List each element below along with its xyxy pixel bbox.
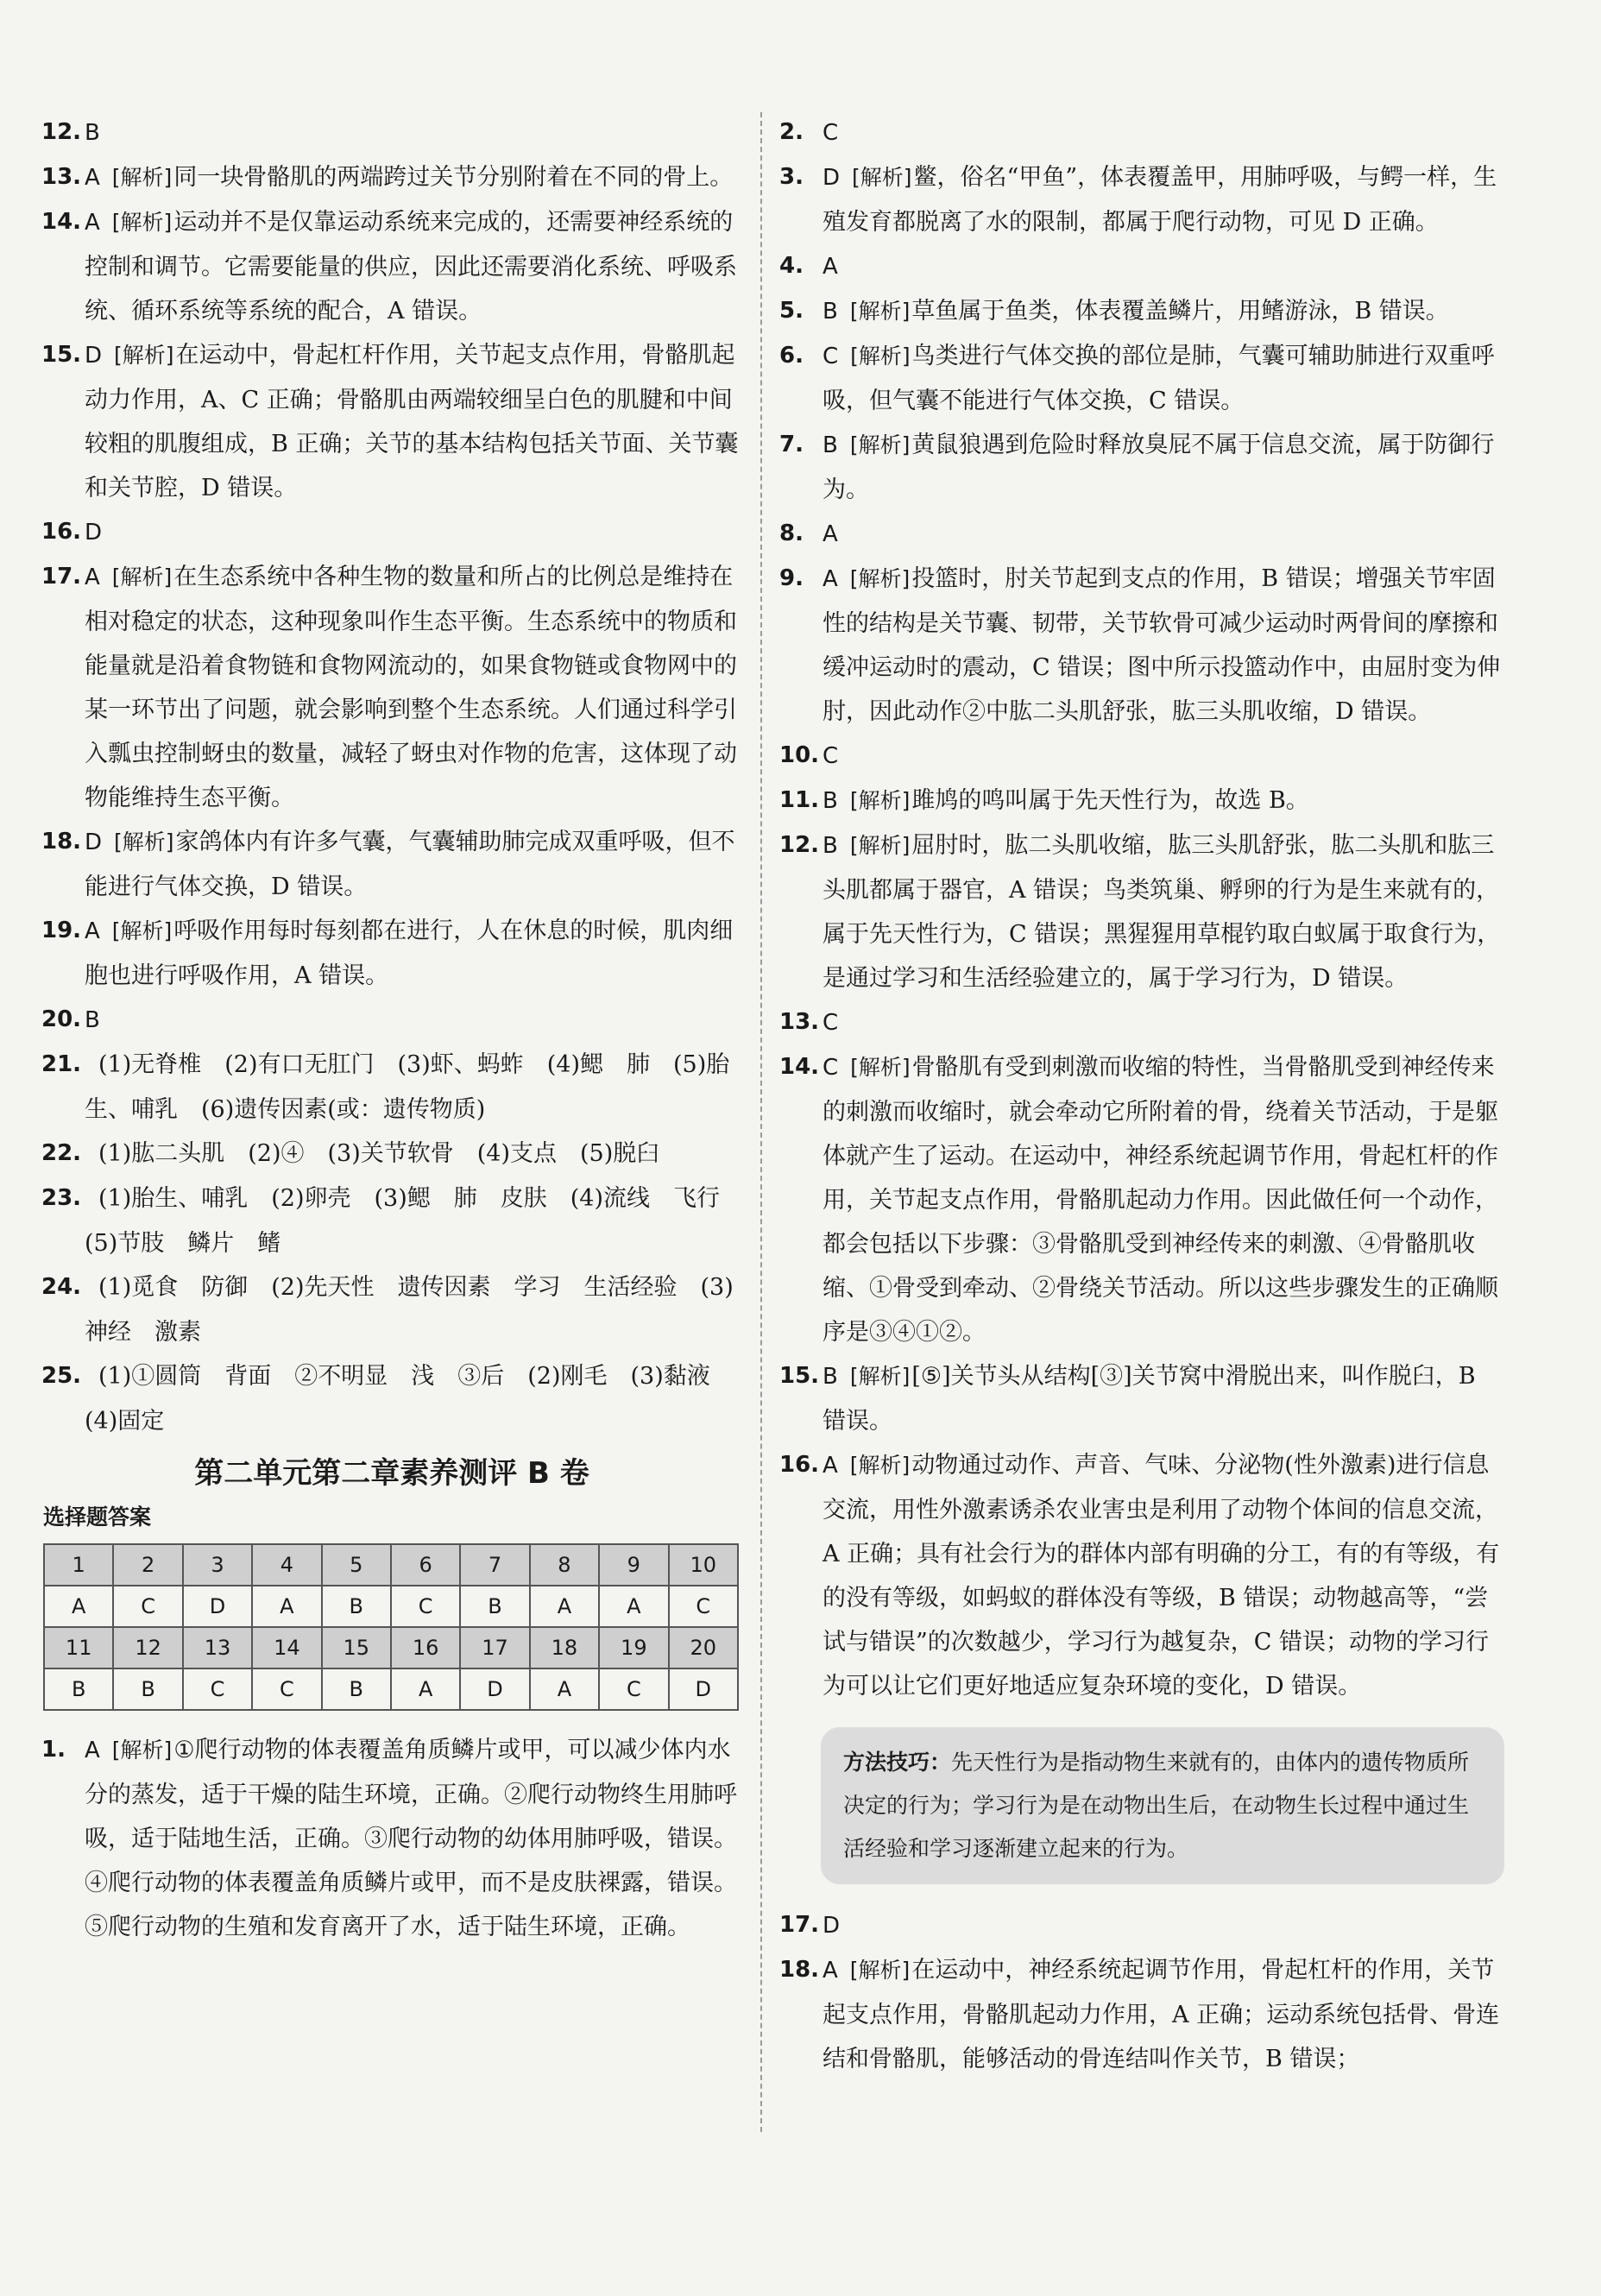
question-number: 17.: [41, 564, 82, 590]
analysis-tag: [解析]: [852, 165, 912, 190]
answer-letter: B: [85, 1007, 100, 1033]
answer-table-cell: 13: [183, 1627, 252, 1668]
explanation-text: (1)①圆筒 背面 ②不明显 浅 ③后 (2)刚毛 (3)黏液 (4)固定: [85, 1363, 734, 1435]
answer-letter: B: [823, 788, 838, 814]
answer-letter: D: [85, 520, 103, 546]
answer-table-number-row: [44, 1627, 738, 1668]
answer-item: [779, 1354, 1504, 1443]
answer-item: [779, 1903, 1504, 1948]
question-number: 9.: [779, 565, 804, 591]
answer-table-cell: B: [44, 1668, 113, 1710]
answer-table-cell: B: [322, 1668, 391, 1710]
answer-table-cell: B: [322, 1586, 391, 1627]
question-number: 22.: [41, 1140, 82, 1166]
question-number: 24.: [41, 1274, 82, 1300]
answer-letter: A: [823, 1453, 838, 1479]
answer-item: [779, 734, 1504, 779]
answer-item: [41, 1176, 742, 1265]
answer-table-cell: 8: [530, 1544, 599, 1586]
analysis-tag: [解析]: [850, 1055, 911, 1080]
question-number: 16.: [779, 1452, 820, 1478]
explanation-text: 草鱼属于鱼类，体表覆盖鳞片，用鳍游泳，B 错误。: [911, 298, 1449, 325]
question-number: 25.: [41, 1363, 82, 1389]
answer-table-cell: 17: [460, 1627, 529, 1668]
answer-letter: B: [85, 120, 100, 146]
question-number: 2.: [779, 119, 804, 145]
question-number: 1.: [41, 1737, 66, 1763]
answer-table-cell: 10: [669, 1544, 738, 1586]
answer-letter: A: [85, 165, 100, 191]
answer-item: [779, 289, 1504, 334]
question-number: 8.: [779, 520, 804, 546]
answer-item: [779, 1000, 1504, 1045]
answer-letter: D: [85, 829, 103, 855]
analysis-tag: [解析]: [849, 566, 911, 591]
explanation-text: (1)无脊椎 (2)有口无肛门 (3)虾、蚂蚱 (4)鳃 肺 (5)胎生、哺乳 (6)遗传因素(或：遗传物质): [85, 1051, 730, 1123]
answer-table-number-row: [44, 1544, 738, 1586]
explanation-text: (1)觅食 防御 (2)先天性 遗传因素 学习 生活经验 (3)神经 激素: [85, 1274, 734, 1346]
answer-table-answer-row: [44, 1586, 738, 1627]
analysis-tag: [解析]: [111, 565, 173, 590]
answer-letter: A: [85, 565, 100, 590]
question-number: 4.: [779, 253, 804, 279]
answer-table-cell: B: [113, 1668, 182, 1710]
question-number: 11.: [779, 787, 820, 813]
answer-table-cell: C: [252, 1668, 321, 1710]
answer-table-cell: 12: [113, 1627, 182, 1668]
question-number: 19.: [41, 918, 82, 943]
answer-item: [41, 1354, 742, 1443]
explanation-text: 屈肘时，肱二头肌收缩，肱三头肌舒张，肱二头肌和肱三头肌都属于器官，A 错误；鸟类筑巢、孵卵的行为是生来就有的，属于先天性行为，C 错误；黑猩猩用草棍钓取白蚁属于取食行为，是通过学习和生活经验建立的，属于学习行为，D 错误。: [823, 832, 1501, 992]
answer-item: [41, 333, 742, 510]
method-tip-box: [821, 1727, 1504, 1884]
analysis-tag: [解析]: [114, 343, 174, 368]
explanation-text: [⑤]关节头从结构[③]关节窝中滑脱出来，叫作脱臼，B 错误。: [823, 1363, 1476, 1435]
answer-table-cell: C: [113, 1586, 182, 1627]
answer-item: [41, 1043, 742, 1132]
answer-item: [779, 1443, 1504, 1708]
answer-item: [41, 1132, 742, 1176]
answer-table-cell: C: [669, 1586, 738, 1627]
explanation-text: 运动并不是仅靠运动系统来完成的，还需要神经系统的控制和调节。它需要能量的供应，因此还需要消化系统、呼吸系统、循环系统等系统的配合，A 错误。: [85, 209, 737, 325]
question-number: 17.: [779, 1912, 820, 1938]
answer-table-cell: B: [460, 1586, 529, 1627]
answer-table-cell: A: [530, 1586, 599, 1627]
answer-table-cell: 19: [599, 1627, 668, 1668]
explanation-text: 在运动中，骨起杠杆作用，关节起支点作用，骨骼肌起动力作用，A、C 正确；骨骼肌由两端较细呈白色的肌腱和中间较粗的肌腹组成，B 正确；关节的基本结构包括关节面、关节囊和关节腔，D 错误。: [85, 342, 739, 501]
answer-item: [779, 557, 1504, 734]
analysis-tag: [解析]: [111, 918, 173, 943]
answer-item: [779, 423, 1504, 512]
answer-table-cell: C: [599, 1668, 668, 1710]
tip-text: 先天性行为是指动物生来就有的，由体内的遗传物质所决定的行为；学习行为是在动物出生后，在动物生长过程中通过生活经验和学习逐渐建立起来的行为。: [843, 1750, 1470, 1861]
question-number: 15.: [779, 1363, 820, 1389]
explanation-text: 动物通过动作、声音、气味、分泌物(性外激素)进行信息交流，用性外激素诱杀农业害虫是利用了动物个体间的信息交流，A 正确；具有社会行为的群体内部有明确的分工，有的有等级，有的没有等级，如蚂蚁的群体没有等级，B 错误；动物越高等，“尝试与错误”的次数越少，学习行为越复杂，C 错误；动物的学习行为可以让它们更好地适应复杂环境的变化，D 错误。: [823, 1452, 1500, 1700]
answer-table-cell: A: [252, 1586, 321, 1627]
answer-letter: D: [823, 165, 841, 191]
analysis-tag: [解析]: [114, 829, 174, 855]
explanation-text: 黄鼠狼遇到危险时释放臭屁不属于信息交流，属于防御行为。: [823, 432, 1495, 503]
analysis-tag: [解析]: [849, 788, 911, 813]
question-number: 23.: [41, 1185, 82, 1211]
answer-table: [43, 1543, 739, 1711]
answer-letter: C: [823, 120, 839, 146]
answer-item: [41, 510, 742, 555]
answer-letter: A: [823, 1958, 838, 1984]
analysis-tag: [解析]: [111, 165, 173, 190]
explanation-text: 在运动中，神经系统起调节作用，骨起杠杆的作用，关节起支点作用，骨骼肌起动力作用，A 正确；运动系统包括骨、骨连结和骨骼肌，能够活动的骨连结叫作关节，B 错误；: [823, 1957, 1500, 2072]
question-number: 21.: [41, 1051, 82, 1077]
analysis-tag: [解析]: [849, 1364, 911, 1389]
answer-item: [41, 200, 742, 333]
answer-item: [779, 334, 1504, 423]
explanation-text: 投篮时，肘关节起到支点的作用，B 错误；增强关节牢固性的结构是关节囊、韧带，关节软骨可减少运动时两骨间的摩擦和缓冲运动时的震动，C 错误；图中所示投篮动作中，由屈肘变为伸肘，因此动作②中肱二头肌舒张，肱三头肌收缩，D 错误。: [823, 565, 1501, 725]
answer-item: [779, 823, 1504, 1000]
answer-letter: A: [823, 254, 838, 280]
answer-table-cell: 3: [183, 1544, 252, 1586]
answer-item: [779, 1948, 1504, 2081]
answer-table-cell: 6: [391, 1544, 460, 1586]
column-divider: [760, 112, 762, 2132]
choice-answers-subhead: 选择题答案: [43, 1504, 152, 1530]
answer-table-answer-row: [44, 1668, 738, 1710]
answer-table-cell: 7: [460, 1544, 529, 1586]
answer-table-cell: 16: [391, 1627, 460, 1668]
answer-letter: A: [85, 918, 100, 944]
question-number: 14.: [779, 1054, 820, 1080]
answer-table-cell: 1: [44, 1544, 113, 1586]
answer-table-cell: A: [391, 1668, 460, 1710]
answer-table-cell: A: [599, 1586, 668, 1627]
explanation-text: 同一块骨骼肌的两端跨过关节分别附着在不同的骨上。: [173, 164, 734, 191]
answer-table-cell: 9: [599, 1544, 668, 1586]
analysis-tag: [解析]: [849, 833, 911, 858]
answer-item: [41, 110, 742, 155]
answer-table-cell: D: [460, 1668, 529, 1710]
answer-table-cell: 11: [44, 1627, 113, 1668]
answer-letter: D: [823, 1913, 841, 1939]
question-number: 6.: [779, 343, 804, 369]
analysis-tag: [解析]: [849, 432, 911, 457]
answer-table-cell: D: [183, 1586, 252, 1627]
answer-letter: B: [823, 432, 838, 458]
answer-letter: C: [823, 1055, 839, 1081]
explanation-text: 呼吸作用每时每刻都在进行，人在休息的时候，肌肉细胞也进行呼吸作用，A 错误。: [85, 918, 734, 989]
question-number: 7.: [779, 432, 804, 457]
question-number: 18.: [779, 1957, 820, 1983]
answer-table-cell: 18: [530, 1627, 599, 1668]
answer-table-cell: 14: [252, 1627, 321, 1668]
section-title: 第二单元第二章素养测评 B 卷: [194, 1456, 589, 1491]
left-column: [41, 110, 742, 1949]
question-number: 13.: [779, 1009, 820, 1035]
answer-table-cell: A: [44, 1586, 113, 1627]
question-number: 10.: [779, 742, 820, 768]
analysis-tag: [解析]: [111, 1738, 173, 1763]
explanation-text: 鳖，俗名“甲鱼”，体表覆盖甲，用肺呼吸，与鳄一样，生殖发育都脱离了水的限制，都属于爬行动物，可见 D 正确。: [823, 164, 1497, 236]
answer-table-cell: 4: [252, 1544, 321, 1586]
question-number: 15.: [41, 342, 82, 368]
answer-table-cell: C: [391, 1586, 460, 1627]
answer-letter: A: [823, 566, 838, 592]
explanation-text: 鸟类进行气体交换的部位是肺，气囊可辅助肺进行双重呼吸，但气囊不能进行气体交换，C 错误。: [823, 343, 1495, 414]
answer-letter: C: [823, 743, 839, 769]
analysis-tag: [解析]: [850, 344, 911, 369]
answer-item: [41, 998, 742, 1043]
explanation-text: (1)胎生、哺乳 (2)卵壳 (3)鳃 肺 皮肤 (4)流线 飞行 (5)节肢 鳞片 鳍: [85, 1185, 743, 1257]
answer-letter: A: [85, 1738, 100, 1763]
answer-item: [41, 1265, 742, 1354]
answer-letter: C: [823, 344, 839, 369]
answer-item: [41, 155, 742, 200]
answer-letter: A: [823, 521, 838, 547]
answer-table-cell: A: [530, 1668, 599, 1710]
answer-table-cell: D: [669, 1668, 738, 1710]
answer-item: [779, 155, 1504, 244]
analysis-tag: [解析]: [849, 299, 911, 324]
question-number: 13.: [41, 164, 82, 190]
question-number: 18.: [41, 829, 82, 855]
explanation-text: (1)肱二头肌 (2)④ (3)关节软骨 (4)支点 (5)脱臼: [98, 1140, 660, 1167]
analysis-tag: [解析]: [849, 1453, 911, 1478]
answer-item: [41, 1728, 742, 1949]
answer-letter: B: [823, 1364, 838, 1390]
explanation-text: ①爬行动物的体表覆盖角质鳞片或甲，可以减少体内水分的蒸发，适于干燥的陆生环境，正确。②爬行动物终生用肺呼吸，适于陆地生活，正确。③爬行动物的幼体用肺呼吸，错误。④爬行动物的体表覆盖角质鳞片或甲，而不是皮肤裸露，错误。⑤爬行动物的生殖和发育离开了水，适于陆生环境，正确。: [85, 1737, 737, 1940]
answer-letter: B: [823, 299, 838, 325]
tip-label: 方法技巧：: [843, 1750, 952, 1775]
answer-item: [779, 244, 1504, 289]
question-number: 3.: [779, 164, 804, 190]
question-number: 12.: [41, 119, 82, 145]
answer-table-cell: 15: [322, 1627, 391, 1668]
question-number: 14.: [41, 209, 82, 235]
question-number: 5.: [779, 298, 804, 324]
answer-letter: B: [823, 833, 838, 859]
answer-letter: A: [85, 210, 100, 236]
right-column: [779, 110, 1504, 2081]
answer-table-cell: 20: [669, 1627, 738, 1668]
answer-item: [779, 779, 1504, 823]
explanation-text: 雎鸠的鸣叫属于先天性行为，故选 B。: [911, 787, 1309, 814]
answer-table-cell: 5: [322, 1544, 391, 1586]
answer-item: [779, 110, 1504, 155]
answer-letter: D: [85, 343, 103, 369]
explanation-text: 家鸽体内有许多气囊，气囊辅助肺完成双重呼吸，但不能进行气体交换，D 错误。: [85, 829, 735, 900]
answer-item: [41, 555, 742, 820]
answer-table-cell: 2: [113, 1544, 182, 1586]
answer-item: [779, 512, 1504, 557]
answer-letter: C: [823, 1010, 839, 1036]
explanation-text: 骨骼肌有受到刺激而收缩的特性，当骨骼肌受到神经传来的刺激而收缩时，就会牵动它所附着的骨，绕着关节活动，于是躯体就产生了运动。在运动中，神经系统起调节作用，骨起杠杆的作用，关节起支点作用，骨骼肌起动力作用。因此做任何一个动作，都会包括以下步骤：③骨骼肌受到神经传来的刺激、④骨骼肌收缩、①骨受到牵动、②骨绕关节活动。所以这些步骤发生的正确顺序是③④①②。: [823, 1054, 1498, 1346]
question-number: 20.: [41, 1006, 82, 1032]
analysis-tag: [解析]: [849, 1958, 911, 1983]
question-number: 12.: [779, 832, 820, 858]
answer-item: [41, 909, 742, 998]
answer-item: [41, 820, 742, 909]
answer-item: [779, 1045, 1504, 1354]
answer-table-cell: C: [183, 1668, 252, 1710]
question-number: 16.: [41, 519, 82, 545]
analysis-tag: [解析]: [111, 210, 173, 235]
explanation-text: 在生态系统中各种生物的数量和所占的比例总是维持在相对稳定的状态，这种现象叫作生态平衡。生态系统中的物质和能量就是沿着食物链和食物网流动的，如果食物链或食物网中的某一环节出了问题，就会影响到整个生态系统。人们通过科学引入瓢虫控制蚜虫的数量，减轻了蚜虫对作物的危害，这体现了动物能维持生态平衡。: [85, 564, 737, 811]
